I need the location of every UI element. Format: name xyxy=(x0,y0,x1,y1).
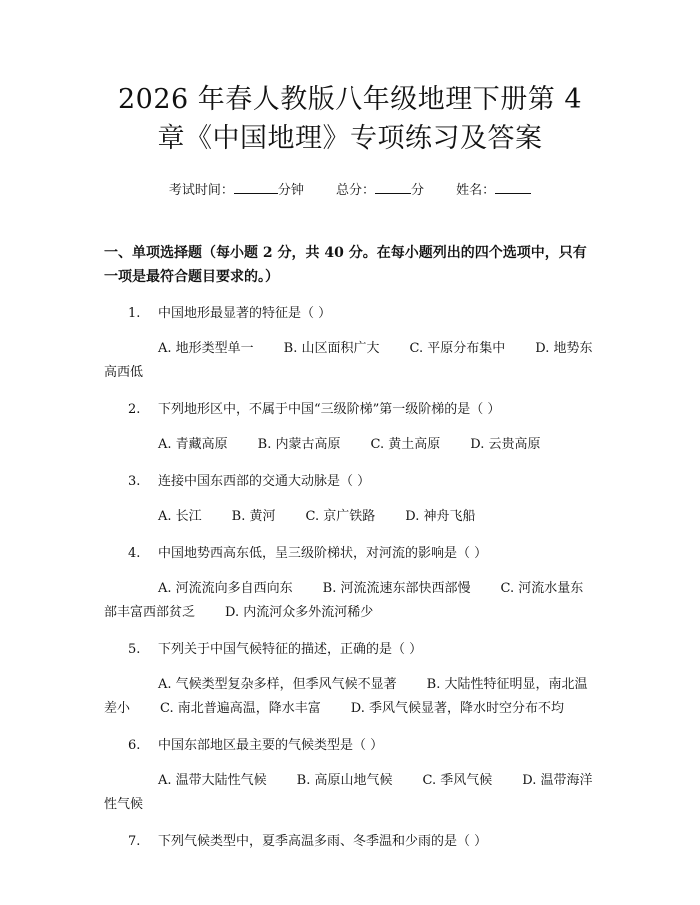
option-b: B. 黄河 xyxy=(231,509,276,524)
option-d: D. 温带海洋性气候 xyxy=(104,773,593,812)
question-number: 3. xyxy=(128,474,141,489)
question xyxy=(104,542,596,566)
question-text: 中国地形最显著的特征是（ ） xyxy=(158,306,332,321)
question xyxy=(104,830,596,854)
question-number: 2. xyxy=(128,402,141,417)
question-options xyxy=(104,337,596,385)
question-options xyxy=(104,769,596,817)
question xyxy=(104,470,596,494)
question xyxy=(104,302,596,326)
option-c: C. 平原分布集中 xyxy=(409,341,506,356)
option-d: D. 季风气候显著，降水时空分布不均 xyxy=(350,701,564,716)
score-blank xyxy=(375,180,411,194)
student-name xyxy=(456,183,531,198)
name-label: 姓名： xyxy=(456,183,496,198)
question xyxy=(104,734,596,758)
score-label: 总分： xyxy=(335,183,375,198)
question-options xyxy=(104,433,596,457)
question-text: 中国地势西高东低，呈三级阶梯状，对河流的影响是（ ） xyxy=(158,546,488,561)
question-text: 下列关于中国气候特征的描述，正确的是（ ） xyxy=(158,642,423,657)
exam-meta xyxy=(104,180,596,201)
time-unit: 分钟 xyxy=(277,183,304,198)
question-options xyxy=(104,673,596,721)
option-b: B. 河流流速东部快西部慢 xyxy=(322,581,471,596)
question-text: 下列气候类型中，夏季高温多雨、冬季温和少雨的是（ ） xyxy=(158,834,488,849)
question-text: 下列地形区中，不属于中国“三级阶梯”第一级阶梯的是（ ） xyxy=(158,402,501,417)
question xyxy=(104,398,596,422)
question-number: 5. xyxy=(128,642,141,657)
question-options xyxy=(104,505,596,529)
question-text: 连接中国东西部的交通大动脉是（ ） xyxy=(158,474,371,489)
page-title: 2026 年春人教版八年级地理下册第 4 章《中国地理》专项练习及答案 xyxy=(117,84,583,154)
option-a: A. 河流流向多自西向东 xyxy=(158,581,293,596)
option-a: A. 地形类型单一 xyxy=(158,341,254,356)
option-b: B. 内蒙古高原 xyxy=(257,437,341,452)
option-a: A. 青藏高原 xyxy=(158,437,228,452)
option-d: D. 云贵高原 xyxy=(470,437,541,452)
option-c: C. 京广铁路 xyxy=(305,509,376,524)
option-a: A. 气候类型复杂多样，但季风气候不显著 xyxy=(158,677,397,692)
time-label: 考试时间： xyxy=(168,183,234,198)
option-c: C. 南北普遍高温，降水丰富 xyxy=(160,701,321,716)
option-c: C. 黄土高原 xyxy=(370,437,441,452)
option-c: C. 季风气候 xyxy=(422,773,493,788)
question-text: 中国东部地区最主要的气候类型是（ ） xyxy=(158,738,384,753)
option-b: B. 高原山地气候 xyxy=(296,773,393,788)
score-unit: 分 xyxy=(411,183,425,198)
question-list xyxy=(104,302,596,854)
option-a: A. 长江 xyxy=(158,509,202,524)
option-b: B. 大陆性特征明显，南北温差小 xyxy=(104,677,588,716)
question-number: 4. xyxy=(128,546,141,561)
option-a: A. 温带大陆性气候 xyxy=(158,773,267,788)
question-number: 1. xyxy=(128,306,141,321)
question-number: 7. xyxy=(128,834,141,849)
option-c: C. 河流水量东部丰富西部贫乏 xyxy=(104,581,584,620)
time-blank xyxy=(234,180,278,194)
question-options xyxy=(104,577,596,625)
question-number: 6. xyxy=(128,738,141,753)
total-score xyxy=(336,183,428,198)
option-d: D. 地势东高西低 xyxy=(104,341,593,380)
option-b: B. 山区面积广大 xyxy=(283,341,380,356)
option-d: D. 神舟飞船 xyxy=(405,509,476,524)
option-d: D. 内流河众多外流河稀少 xyxy=(225,605,374,620)
name-blank xyxy=(495,180,531,194)
exam-time xyxy=(169,183,308,198)
question xyxy=(104,638,596,662)
section-heading: 一、单项选择题（每小题 2 分，共 40 分。在每小题列出的四个选项中，只有一项是最符合题目要求的。） xyxy=(104,245,587,285)
